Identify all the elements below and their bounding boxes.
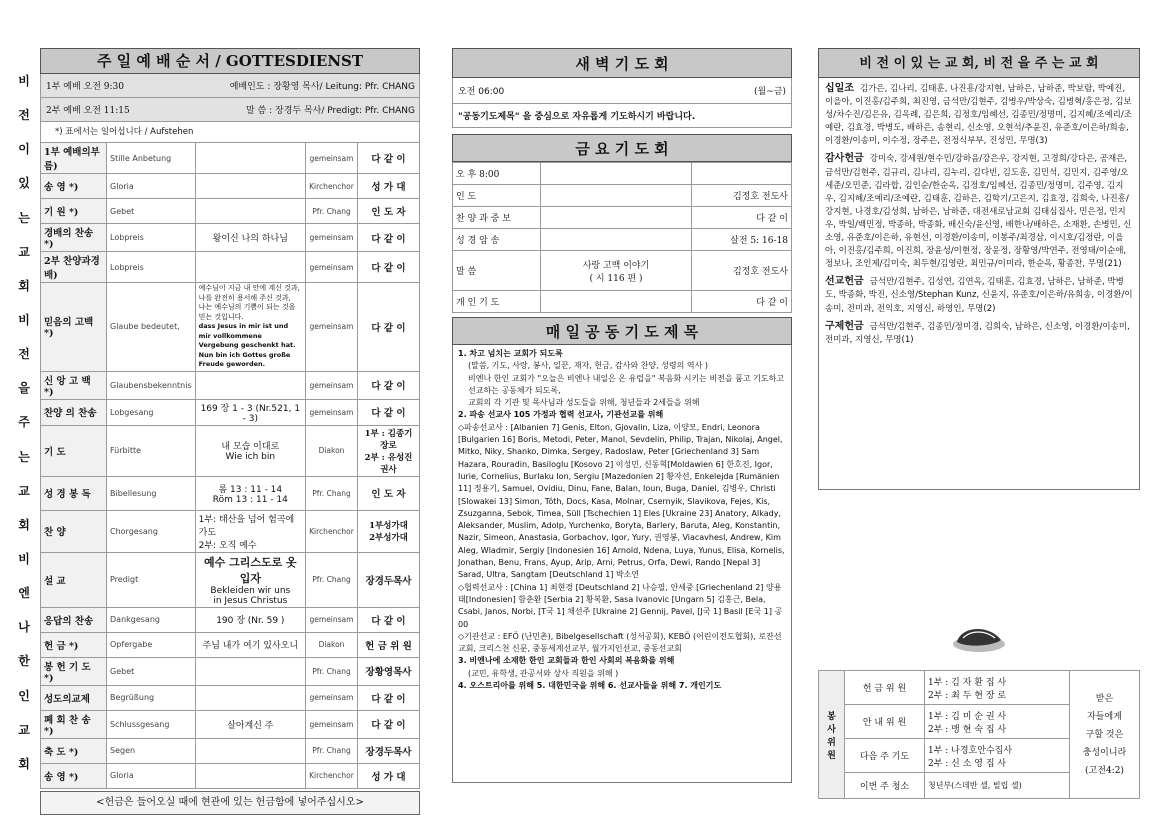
- second-service-row: [40, 98, 420, 122]
- prayer-item: (말씀, 기도, 사랑, 봉사, 일꾼, 재자, 헌금, 감사와 찬양, 성령의 역사 ): [468, 361, 709, 371]
- duty-verse-line: 자들에게: [1087, 711, 1122, 722]
- bread-illustration-icon: [949, 620, 1009, 654]
- dawn-title: 새 벽 기 도 회: [452, 48, 792, 78]
- service-content: [195, 425, 305, 476]
- friday-content-main: 사랑 고백 이야기: [582, 260, 650, 271]
- friday-item: 찬 양 과 중 보: [453, 207, 541, 229]
- service-item-ko: 기 도: [41, 425, 107, 476]
- service-content-main: 왕이신 나의 하나님: [212, 234, 288, 244]
- duty-assignee-1: 1부 : 나경호안수집사: [928, 745, 1013, 756]
- prayer-item: 1. 차고 넘치는 교회가 되도록: [458, 349, 563, 358]
- duty-assignee: [925, 739, 1070, 773]
- friday-row: [453, 251, 792, 291]
- service-row: [41, 632, 420, 657]
- motto-char: 엔: [18, 586, 30, 601]
- service-leader: [358, 685, 420, 710]
- service-content: [195, 710, 305, 738]
- service-item-ko: 1부 예배의부름): [41, 143, 107, 174]
- duty-side-char: 원: [827, 750, 836, 761]
- offering-names: 금석만/김현주, 김종민/정미경, 김희숙, 남하은, 신소영, 이경환/이송미, 전미과, 지영신, 무명(1): [825, 321, 1130, 345]
- service-leader-1: 다 같 이: [371, 154, 406, 165]
- service-leader: [358, 607, 420, 632]
- service-performer: gemeinsam: [306, 710, 358, 738]
- service-leader: [358, 552, 420, 607]
- service-item-ko: 경배의 찬송 *): [41, 224, 107, 252]
- service-content: [195, 552, 305, 607]
- faith-ko-line: 나는 예수님의 기쁨이 되는 것을 믿는 것입니다.: [198, 303, 296, 321]
- friday-table: [452, 162, 792, 313]
- service-row: [41, 174, 420, 199]
- offering-footer-note: <헌금은 들어오실 때에 현관에 있는 헌금함에 넣어주십시오>: [40, 791, 420, 815]
- motto-char: 전: [18, 347, 30, 362]
- service-leader-1: 1부성가대: [369, 521, 408, 531]
- service-row: [41, 199, 420, 224]
- service-content-main: 169 장 1 - 3 (Nr.521, 1 - 3): [200, 403, 301, 424]
- faith-de: dass Jesus in mir ist und mir vollkommene Vergebung geschenkt hat. Nun bin ich Gottes große Freude geworden.: [198, 322, 296, 368]
- duty-role: 이번 주 청소: [845, 773, 925, 799]
- service-row: [41, 657, 420, 685]
- service-leader: [358, 252, 420, 283]
- service-content: [195, 685, 305, 710]
- faith-ko-line: 예수님이 지금 내 안에 계신 것과,: [198, 284, 300, 292]
- first-service-row: [40, 74, 420, 98]
- service-leader: [358, 738, 420, 763]
- service-row: [41, 607, 420, 632]
- service-item-de: Segen: [107, 738, 196, 763]
- worship-column: [40, 48, 420, 815]
- service-row: [41, 552, 420, 607]
- service-leader-1: 성 가 대: [371, 771, 406, 783]
- service-content-sub: 2부: 오직 예수: [198, 540, 257, 551]
- service-item-de: Glaubensbekenntnis: [107, 371, 196, 399]
- service-item-de: Gebet: [107, 199, 196, 224]
- service-content-main: 주님 내가 여기 있사오니: [202, 641, 299, 651]
- service-performer: Kirchenchor: [306, 174, 358, 199]
- duty-side-char: 봉: [827, 711, 836, 722]
- service-performer: Pfr. Chang: [306, 199, 358, 224]
- service-leader: [358, 763, 420, 788]
- friday-leader: 다 같 이: [692, 207, 792, 229]
- service-content-main: 1부: 태산을 넘어 험곡에 가도: [198, 514, 295, 538]
- service-content-main: 롬 13 : 11 - 14: [218, 484, 283, 495]
- service-performer: Kirchenchor: [306, 763, 358, 788]
- motto-char: 나: [18, 620, 30, 635]
- friday-title: 금 요 기 도 회: [452, 134, 792, 162]
- motto-char: 비: [18, 74, 30, 88]
- friday-leader: 김정호 전도사: [692, 185, 792, 207]
- service-row: [41, 143, 420, 174]
- friday-content: [541, 185, 692, 207]
- service-item-de: Gloria: [107, 174, 196, 199]
- daily-prayer-list: [452, 345, 792, 783]
- service-item-de: Lobpreis: [107, 224, 196, 252]
- service-item-ko: 믿음의 고백 *): [41, 283, 107, 372]
- motto-char: 교: [18, 722, 30, 737]
- service-leader: [358, 476, 420, 510]
- motto-char: 있: [18, 176, 30, 191]
- offering-section: [825, 275, 1133, 315]
- service-leader-1: 다 같 이: [371, 408, 406, 419]
- offering-names: 강미숙, 강세원/현수민/강하음/강은우, 강지현, 고경희/강다은, 공재은, 금석만/김현주, 김규리, 김나리, 김누리, 김다빈, 김도훈, 김민석, 김민지, 김주영/오세준/오민준, 김라합, 김인순/한순옥, 김정호/임혜선, 김종민/정명미, 김주영, 김지우, 김지혜/조예리/조예란, 김태훈, 김하은, 김학기/고은지, 김효경, 김희숙, 나진흥/강지현, 나경호/김성희, 남하은, 남하준, 대전새로남교회 김태심집사, 민은정, 민지우, 박일/백민정, 박종하, 박종화, 배신숙/윤신영, 배한나/배하은, 소재환, 손병민, 신소영, 유준호/이은하, 유현선, 이경환/이송미, 이봉주/최경삼, 이시호/김정란, 이을아, 이진홍/김주희, 이진희, 장윤성/이현정, 장윤정, 장황영/박연주, 전영태/이순애, 정보나, 조인제/김미숙, 최두현/김영란, 최민규/이미라, 한순옥, 황종찬, 무명(21): [825, 154, 1132, 270]
- duty-assignee-1: 1부 : 김 미 순 권 사: [928, 711, 1007, 722]
- friday-item: 성 경 암 송: [453, 229, 541, 251]
- service-content-main: 190 장 (Nr. 59 ): [216, 616, 285, 626]
- service-performer: gemeinsam: [306, 399, 358, 425]
- service-content: [195, 738, 305, 763]
- service-item-de: Lobpreis: [107, 252, 196, 283]
- prayer-item: ◇파송선교사 : [Albanien 7] Genis, Elton, Gjovalin, Liza, 이양모, Endri, Leonora [Bulgarien 16] Boris, Metodi, Peter, Manol, Sevdelin, Philip, Trajan, Nikolaj, Angel, Mitko, Niky, Shanko, Dimka, Sergey, Radoslaw, Peter [Griechenland 3] Sam Hazara, Rouradin, Basiloglu [Kosovo 2] 이성민, 신동혁[Moldawien 6] 한호진, Igor, Iurie, Cornelius, Burlaku Ion, Sergiu [Mazedonien 2] 황자선, Enkelejda [Rumänien 11] 정용기, Samuel, Ovidiu, Dinu, Fane, Balan, Ioun, Buga, Daniel, 김병우, Christi [Slowakei 13] Simon, Tóth, Docs, Kasa, Molnar, Csernyik, Slavikova, Fejes, Kis, Zsuzganna, Sebok, Timea, Süll [Tschechien 1] Eles [Ukraine 23] Anatory, Alkady, Aleksander, Muslim, Adolp, Yurchenko, Boryta, Barlery, Baruta, Aleg, Konstantin, Nazir, Simeon, Anastasia, Gorbachov, Igor, Yury, 권영봉, Viacavhesl, Andrew, Kim Aleg, Wladmir, Sergiy [Indonesien 16] Arnold, Ndena, Luya, Yunus, Elisa, Kornelis, Jonathan, Benu, Frans, Ayup, Arip, Arni, Petrus, Orfa, Dewi, Rando [Nepal 3] Sarad, Ultra, Sangtam [Deutschland 1] 박소연: [458, 422, 785, 580]
- friday-content: [541, 207, 692, 229]
- motto-char: 교: [18, 483, 30, 498]
- service-performer: Diakon: [306, 632, 358, 657]
- service-leader: [358, 143, 420, 174]
- service-item-ko: 성도의교제: [41, 685, 107, 710]
- service-leader: [358, 632, 420, 657]
- service-leader-2: 2부성가대: [369, 533, 408, 543]
- prayer-item: ◇기관선교 : EFÖ (난민촌), Bibelgesellschaft (성서공회), KEBÖ (어린이전도협회), 로잔선교회, 크리스천 신문, 중동세계선교부, 월가지인선교, 중동선교회: [458, 631, 782, 654]
- service-item-de: Glaube bedeutet,: [107, 283, 196, 372]
- service-content: [195, 283, 305, 372]
- service-leader-1: 1부 : 김종기장로: [364, 428, 413, 451]
- service-item-de: Predigt: [107, 552, 196, 607]
- service-content-sub2: in Jesus Christus: [213, 595, 288, 606]
- duty-assignee: [925, 671, 1070, 705]
- service-content-main: 예수 그리스도로 옷 입자: [203, 555, 297, 585]
- service-order-table: [40, 142, 420, 789]
- duty-verse-line: 충성이니라: [1082, 747, 1127, 758]
- second-service-preacher: 말 씀 : 장경두 목사/ Predigt: Pfr. CHANG: [246, 106, 415, 116]
- friday-leader: 김정호 전도사: [692, 251, 792, 291]
- vertical-motto: [14, 72, 34, 772]
- duty-assignee: [925, 705, 1070, 739]
- offering-names: 금석만/김현주, 김성연, 김연옥, 김태훈, 김효경, 남하은, 남하준, 박병도, 박종화, 박진, 신소영/Stephan Kunz, 신윤지, 유준호/이은하/유희송, 이경환/이송미, 전미과, 전익호, 지영신, 하영인, 무명(2): [825, 277, 1133, 314]
- service-content: [195, 371, 305, 399]
- offering-list: [818, 78, 1140, 490]
- service-content: [195, 224, 305, 252]
- service-item-de: Chorgesang: [107, 510, 196, 552]
- motto-char: 비: [18, 551, 30, 566]
- first-service-time: 1부 예배 오전 9:30: [46, 82, 124, 92]
- service-leader-1: 장경두목사: [365, 746, 412, 758]
- service-item-ko: 송 영 *): [41, 763, 107, 788]
- motto-char: 회: [18, 756, 30, 771]
- prayer-item: 비엔나 한인 교회가 "오늘은 비엔나 내일은 온 유럽을" 복음화 시키는 비전을 품고 기도하고 선교하는 공동체가 되도록,: [468, 373, 785, 395]
- offering-names: 김가은, 김나리, 김태훈, 나진흥/강지현, 남하은, 남하준, 박보람, 박예진, 이을아, 이진홍/김주희, 최진영, 금석만/김현주, 김병우/박상숙, 김병혁/홍은정, 김보성/차수진/김은유, 김옥례, 김은희, 김정호/임혜선, 김종민/정명미, 김지혜/조예리/조예란, 김효경, 박병도, 배하은, 송현리, 신소영, 오현석/추윤진, 유준호/이은하/희송, 이경환/이송미, 이수정, 장주은, 전정식부부, 진성민, 무명(3): [825, 84, 1132, 147]
- service-leader-1: 성 가 대: [371, 182, 406, 193]
- motto-char: 한: [18, 654, 30, 669]
- service-row: [41, 399, 420, 425]
- friday-content: [541, 163, 692, 185]
- dawn-time: 오전 06:00: [458, 87, 505, 97]
- duty-verse-line: 구할 것은: [1085, 729, 1124, 740]
- service-content: [195, 510, 305, 552]
- motto-char: 회: [18, 517, 30, 532]
- service-performer: gemeinsam: [306, 283, 358, 372]
- duty-table: [818, 670, 1140, 799]
- friday-leader: [692, 163, 792, 185]
- prayer-item: (교민, 유학생, 관공서와 상사 직원을 위해 ): [468, 668, 619, 678]
- service-performer: Kirchenchor: [306, 510, 358, 552]
- service-performer: gemeinsam: [306, 252, 358, 283]
- duty-verse: [1070, 671, 1140, 799]
- service-item-ko: 송 영 *): [41, 174, 107, 199]
- worship-title: 주 일 예 배 순 서 / GOTTESDIENST: [40, 48, 420, 74]
- service-content: [195, 763, 305, 788]
- service-row: [41, 252, 420, 283]
- service-item-ko: 봉 헌 기 도 *): [41, 657, 107, 685]
- service-row: [41, 425, 420, 476]
- service-row: [41, 224, 420, 252]
- service-item-de: Opfergabe: [107, 632, 196, 657]
- service-leader-1: 인 도 자: [371, 489, 406, 500]
- service-performer: gemeinsam: [306, 685, 358, 710]
- friday-item: 말 씀: [453, 251, 541, 291]
- duty-side-char: 사: [827, 724, 836, 735]
- service-content: [195, 174, 305, 199]
- duty-assignee-1: 청년부(스데반 셀, 빌립 셀): [928, 781, 1022, 790]
- service-performer: gemeinsam: [306, 607, 358, 632]
- service-item-de: Fürbitte: [107, 425, 196, 476]
- service-item-de: Gloria: [107, 763, 196, 788]
- service-content: [195, 199, 305, 224]
- friday-row: [453, 163, 792, 185]
- service-performer: Pfr. Chang: [306, 476, 358, 510]
- service-leader-1: 다 같 이: [371, 720, 406, 731]
- service-item-de: Lobgesang: [107, 399, 196, 425]
- service-performer: Pfr. Chang: [306, 657, 358, 685]
- prayer-column: [452, 48, 792, 783]
- service-content-sub: Bekleiden wir uns: [210, 585, 291, 596]
- service-row: [41, 510, 420, 552]
- motto-char: 비: [18, 312, 30, 327]
- friday-row: [453, 229, 792, 251]
- offering-heading: 구제헌금: [825, 320, 864, 332]
- offering-section: [825, 320, 1133, 347]
- service-leader: [358, 510, 420, 552]
- service-leader-1: 다 같 이: [371, 381, 406, 392]
- service-content: [195, 657, 305, 685]
- service-content: [195, 476, 305, 510]
- service-leader: [358, 657, 420, 685]
- duty-verse-line: 받은: [1095, 693, 1114, 704]
- friday-item: 인 도: [453, 185, 541, 207]
- motto-char: 전: [18, 108, 30, 123]
- service-performer: Diakon: [306, 425, 358, 476]
- second-service-time: 2부 예배 오전 11:15: [46, 106, 130, 116]
- service-item-ko: 축 도 *): [41, 738, 107, 763]
- service-item-ko: 신 앙 고 백 *): [41, 371, 107, 399]
- daily-prayer-title: 매 일 공 동 기 도 제 목: [452, 317, 792, 345]
- friday-leader: 다 같 이: [692, 291, 792, 313]
- service-item-ko: 헌 금 *): [41, 632, 107, 657]
- prayer-item: 4. 오스트리아를 위해 5. 대한민국을 위해 6. 선교사들을 위해 7. 개인기도: [458, 681, 722, 691]
- friday-item: 개 인 기 도: [453, 291, 541, 313]
- prayer-item: 교회의 각 기관 및 목사님과 성도들을 위해, 청년들과 2세들을 위해: [468, 398, 700, 408]
- duty-assignee-2: 2부 : 최 두 현 장 로: [928, 690, 1007, 701]
- faith-ko-line: 나를 완전히 용서해 주신 것과,: [198, 293, 291, 302]
- service-row: [41, 738, 420, 763]
- service-item-ko: 찬양 의 찬송: [41, 399, 107, 425]
- first-service-leader: 예배인도 : 장황영 목사/ Leitung: Pfr. CHANG: [229, 82, 415, 92]
- service-content: [195, 399, 305, 425]
- service-content: [195, 632, 305, 657]
- service-item-de: Bibellesung: [107, 476, 196, 510]
- service-performer: gemeinsam: [306, 371, 358, 399]
- service-item-ko: 기 원 *): [41, 199, 107, 224]
- dawn-days: (월~금): [754, 87, 786, 97]
- service-item-ko: 폐 회 찬 송 *): [41, 710, 107, 738]
- service-item-ko: 찬 양: [41, 510, 107, 552]
- service-content: [195, 252, 305, 283]
- duty-side-char: 위: [827, 737, 836, 748]
- service-item-ko: 2부 찬양과경배): [41, 252, 107, 283]
- service-leader: [358, 371, 420, 399]
- service-row: [41, 371, 420, 399]
- service-content-main: 살아계신 주: [227, 720, 274, 731]
- duty-assignee-2: 2부 : 신 소 영 집 사: [928, 758, 1007, 769]
- duty-side-label: [819, 671, 845, 799]
- service-item-ko: 응답의 찬송: [41, 607, 107, 632]
- offering-section: [825, 152, 1133, 271]
- friday-content-sub: ( 시 116 편 ): [589, 273, 643, 284]
- offering-heading: 감사헌금: [825, 153, 864, 165]
- friday-content: [541, 229, 692, 251]
- service-leader-1: 다 같 이: [371, 322, 406, 334]
- service-item-de: Schlussgesang: [107, 710, 196, 738]
- service-content-sub: Wie ich bin: [225, 452, 276, 462]
- service-item-ko: 성 경 봉 독: [41, 476, 107, 510]
- friday-row: [453, 185, 792, 207]
- stand-note: *) 표에서는 일어섭니다 / Aufstehen: [40, 122, 420, 142]
- friday-row: [453, 207, 792, 229]
- service-leader-1: 인 도 자: [371, 207, 406, 218]
- motto-char: 주: [18, 415, 30, 430]
- duty-role: 다음 주 기도: [845, 739, 925, 773]
- motto-char: 을: [18, 381, 30, 396]
- service-leader: [358, 174, 420, 199]
- offering-column: [818, 48, 1140, 799]
- service-row: [41, 710, 420, 738]
- duty-assignee-1: 1부 : 김 자 환 집 사: [928, 677, 1007, 688]
- service-row: [41, 476, 420, 510]
- service-leader-1: 장황영목사: [365, 667, 412, 678]
- motto-char: 는: [18, 449, 30, 464]
- service-item-de: Dankgesang: [107, 607, 196, 632]
- friday-content: [541, 291, 692, 313]
- dawn-time-row: [452, 78, 792, 104]
- service-leader-1: 다 같 이: [371, 233, 406, 245]
- offering-title: 비 전 이 있 는 교 회, 비 전 을 주 는 교 회: [818, 48, 1140, 78]
- service-content: [195, 607, 305, 632]
- duty-assignee: [925, 773, 1070, 799]
- service-row: [41, 685, 420, 710]
- service-leader-1: 장경두목사: [365, 575, 412, 587]
- service-leader-1: 헌 금 위 원: [365, 640, 412, 652]
- duty-role: 헌 금 위 원: [845, 671, 925, 705]
- service-item-de: Begrüßung: [107, 685, 196, 710]
- service-leader-2: 2부 : 유성진권사: [364, 452, 413, 475]
- friday-leader: 살전 5: 16-18: [692, 229, 792, 251]
- service-leader-1: 다 같 이: [371, 263, 406, 274]
- duty-row: [819, 671, 1140, 705]
- service-leader: [358, 710, 420, 738]
- service-content-sub: Röm 13 : 11 - 14: [212, 494, 288, 505]
- dawn-note: "공동기도제목" 을 중심으로 자유롭게 기도하시기 바랍니다.: [452, 104, 792, 128]
- prayer-item: 2. 파송 선교사 105 가정과 협력 선교사, 기관선교를 위해: [458, 410, 664, 420]
- duty-assignee-2: 2부 : 맹 현 숙 집 사: [928, 724, 1007, 735]
- motto-char: 인: [18, 688, 30, 703]
- service-row: [41, 763, 420, 788]
- service-content-main: 내 모습 이대로: [221, 442, 280, 452]
- service-performer: gemeinsam: [306, 143, 358, 174]
- service-leader: [358, 224, 420, 252]
- prayer-item: ◇협력선교사 : [China 1] 최현경 [Deutschland 2] 나승필, 안세중 [Griechenland 2] 양용태[Indonesien] 함춘환 [Serbia 2] 황복환, Sasa Ivanovic [Ungarn 5] 김홍근, Bela, Csabi, Janos, Norbi, [T국 1] 채선주 [Ukraine 2] Gennij, Pavel, [J국 1] Basil [E국 1] 공00: [458, 582, 783, 629]
- offering-heading: 선교헌금: [825, 276, 864, 288]
- service-performer: Pfr. Chang: [306, 552, 358, 607]
- service-leader: [358, 199, 420, 224]
- service-leader: [358, 425, 420, 476]
- service-item-ko: 설 교: [41, 552, 107, 607]
- offering-heading: 십일조: [825, 83, 854, 94]
- service-performer: Pfr. Chang: [306, 738, 358, 763]
- service-leader-1: 다 같 이: [371, 693, 406, 705]
- service-leader: [358, 283, 420, 372]
- motto-char: 는: [18, 210, 30, 225]
- service-leader-1: 다 같 이: [371, 615, 406, 627]
- service-row: [41, 283, 420, 372]
- service-item-de: Stille Anbetung: [107, 143, 196, 174]
- service-content: [195, 143, 305, 174]
- service-leader: [358, 399, 420, 425]
- duty-role: 안 내 위 원: [845, 705, 925, 739]
- motto-char: 교: [18, 244, 30, 259]
- service-item-de: Gebet: [107, 657, 196, 685]
- friday-content: [541, 251, 692, 291]
- friday-row: [453, 291, 792, 313]
- illustration-area: [818, 490, 1140, 670]
- friday-item: 오 후 8:00: [453, 163, 541, 185]
- motto-char: 회: [18, 278, 30, 293]
- service-performer: gemeinsam: [306, 224, 358, 252]
- motto-char: 이: [18, 142, 30, 157]
- prayer-item: 3. 비엔나에 소재한 한인 교회들과 한인 사회의 복음화를 위해: [458, 656, 675, 666]
- duty-verse-line: (고전4:2): [1085, 765, 1124, 776]
- offering-section: [825, 82, 1133, 148]
